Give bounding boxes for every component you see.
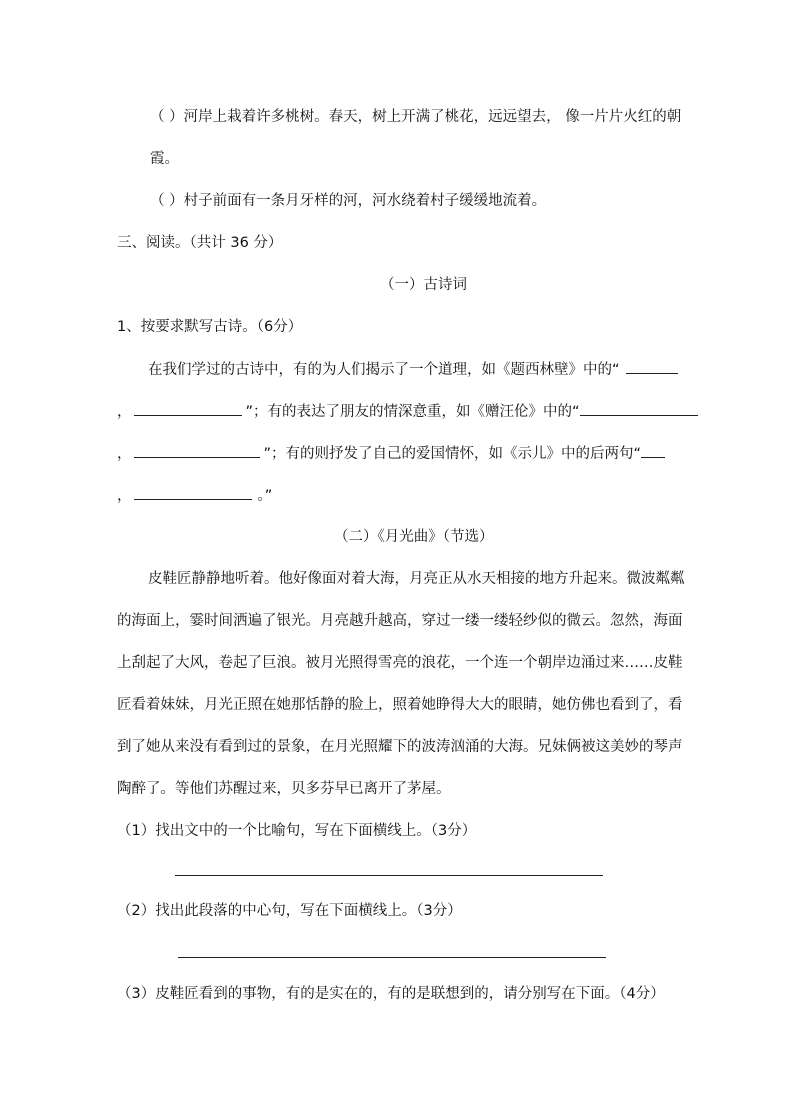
section-title-moonlight: （二）《月光曲》（节选） <box>334 529 494 545</box>
poetry-line-1 <box>148 359 678 380</box>
sub-question-1: （1）找出文中的一个比喻句，写在下面横线上。（3分） <box>117 823 477 839</box>
answer-blank[interactable] <box>580 401 698 416</box>
section-title-poetry: （一）古诗词 <box>380 277 467 293</box>
passage-line: 皮鞋匠静静地听着。他好像面对着大海，月亮正从水天相接的地方升起来。微波粼粼 <box>148 571 685 587</box>
item-a-line2: 霞。 <box>150 151 179 167</box>
answer-blank[interactable] <box>641 443 665 458</box>
answer-line-2[interactable] <box>178 957 606 958</box>
sub-question-2: （2）找出此段落的中心句，写在下面横线上。（3分） <box>117 903 462 919</box>
sub-question-3: （3）皮鞋匠看到的事物，有的是实在的，有的是联想到的，请分别写在下面。（4分） <box>117 986 665 1002</box>
poetry-text: 。” <box>257 488 273 504</box>
passage-line: 到了她从来没有看到过的景象，在月光照耀下的波涛汹涌的大海。兄妹俩被这美妙的琴声 <box>117 739 683 755</box>
poetry-text: ”；有的表达了朋友的情深意重，如《赠汪伦》中的“ <box>245 404 580 420</box>
item-b: （ ）村子前面有一条月牙样的河，河水绕着村子缓缓地流着。 <box>150 193 547 209</box>
item-a-line1: （ ）河岸上栽着许多桃树。春天，树上开满了桃花，远远望去， 像一片片火红的朝 <box>150 109 682 125</box>
poetry-line-4 <box>117 485 272 506</box>
answer-blank[interactable] <box>626 359 678 374</box>
passage-line: 陶醉了。等他们苏醒过来，贝多芬早已离开了茅屋。 <box>117 781 451 797</box>
poetry-text: ， <box>117 404 132 420</box>
poetry-text: ”；有的则抒发了自己的爱国情怀，如《示儿》中的后两句“ <box>263 446 642 462</box>
answer-blank[interactable] <box>134 401 242 416</box>
poetry-text: ， <box>117 446 132 462</box>
passage-line: 匠看着妹妹，月光正照在她那恬静的脸上，照着她睁得大大的眼睛，她仿佛也看到了，看 <box>117 697 683 713</box>
section-heading-reading: 三、阅读。（共计 36 分） <box>117 235 283 251</box>
answer-blank[interactable] <box>134 443 260 458</box>
passage-line: 的海面上，霎时间洒遍了银光。月亮越升越高，穿过一缕一缕轻纱似的微云。忽然，海面 <box>117 613 683 629</box>
answer-line-1[interactable] <box>175 875 603 876</box>
passage-line: 上刮起了大风，卷起了巨浪。被月光照得雪亮的浪花，一个连一个朝岸边涌过来……皮鞋 <box>117 655 683 671</box>
answer-blank[interactable] <box>134 485 252 500</box>
poetry-text: ， <box>117 488 132 504</box>
question-1: 1、按要求默写古诗。（6分） <box>117 319 303 335</box>
poetry-line-3 <box>117 443 665 464</box>
poetry-text: 在我们学过的古诗中，有的为人们揭示了一个道理，如《题西林壁》中的“ <box>148 362 620 378</box>
poetry-line-2 <box>117 401 698 422</box>
